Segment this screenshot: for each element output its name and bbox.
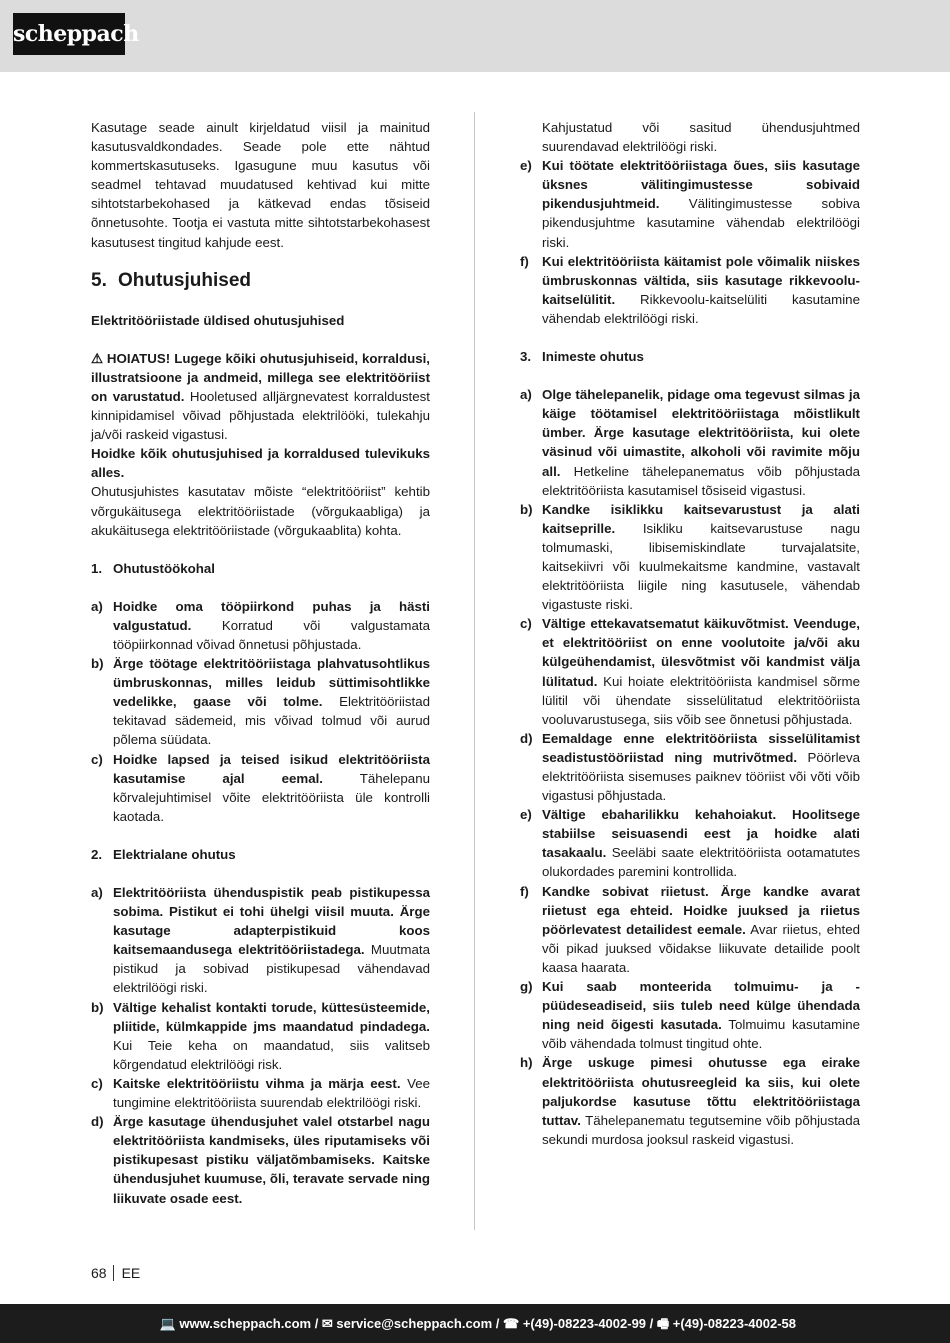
list-item-bold: Eemaldage enne elektritööriista sisselülitamist seadistustööriistad ning mutrivõtmed. bbox=[542, 730, 860, 765]
list-item-bold: Elektritööriista ühenduspistik peab pistikupessa sobima. Pistikut ei tohi ühelgi viisil muuta. Ärge kasutage adapterpistikuid koos kaitsemaandusega elektritööriistadega. bbox=[113, 885, 430, 958]
list-item-bold: Vältige ettekavatsematut käikuvõtmist. Veenduge, et elektritööriist on enne voolutoite ja/või aku külgeühendamist, ülesvõtmist või kandmist välja lülitatud. bbox=[542, 616, 860, 689]
list-item bbox=[520, 156, 860, 251]
list-item-bold: Kaitske elektritööriistu vihma ja märja eest. bbox=[113, 1075, 401, 1091]
list-item-text bbox=[542, 614, 860, 729]
list-item-plain: Tolmuimu kasutamine võib vähendada tolmust tingitud ohte. bbox=[542, 1017, 860, 1052]
list-item-letter: b) bbox=[91, 656, 104, 672]
list-item-letter: f) bbox=[520, 253, 529, 269]
list-item-letter: a) bbox=[91, 598, 103, 614]
list-item-text bbox=[113, 883, 430, 998]
list-item-plain: Välitingimustesse sobiva pikendusjuhtme kasutamine vähendab elektrilöögi riski. bbox=[542, 196, 860, 250]
section-1-heading bbox=[91, 559, 430, 578]
list-item-text bbox=[113, 1112, 430, 1207]
section-2-number: 2. bbox=[91, 846, 103, 862]
list-item-letter: c) bbox=[520, 616, 532, 632]
list-item bbox=[520, 500, 860, 615]
list-item-text bbox=[542, 882, 860, 977]
section-3-title: Inimeste ohutus bbox=[542, 349, 644, 365]
list-item-text bbox=[542, 805, 860, 881]
list-item-letter: e) bbox=[520, 807, 532, 823]
list-item-plain: Tähelepanu kõrvalejuhtimisel võite elektritööriista üle kontrolli kaotada. bbox=[113, 770, 430, 824]
contact-info: 💻 www.scheppach.com / ✉ service@scheppach.com / ☎ +(49)-08223-4002-99 / 🖷 +(49)-08223-4002-58 bbox=[159, 1316, 796, 1331]
list-item-bold: Hoidke oma tööpiirkond puhas ja hästi valgustatud. bbox=[113, 598, 430, 633]
list-item-text bbox=[113, 654, 430, 749]
section-title: Ohutusjuhised bbox=[118, 269, 251, 291]
warning-icon: ⚠ bbox=[91, 350, 103, 366]
list-item-text bbox=[113, 597, 430, 654]
list-item bbox=[520, 729, 860, 805]
warning-text: Hooletused alljärgnevatest korraldustest kinnipidamisel võivad põhjustada elektrilööki, tulekahju ja/või raskeid vigastusi. bbox=[91, 388, 430, 443]
list-item-plain: Elektritööriistad tekitavad sädemeid, mis võivad tolmud või aurud põlema süüdata. bbox=[113, 694, 430, 748]
list-item-plain: Tähelepanematu tegutsemine võib põhjustada sekundi murdosa jooksul raskeid vigastusi. bbox=[542, 1112, 860, 1147]
list-item-text bbox=[542, 385, 860, 500]
section-3-heading bbox=[520, 347, 860, 366]
list-item-bold: Ärge uskuge pimesi ohutusse ega eirake elektritööriista ohutusreegleid ka siis, kui olete paljukordse kasutuse tõttu elektritööriistaga tuttav. bbox=[542, 1055, 860, 1128]
list-item-bold: Kui saab monteerida tolmuimu- ja -püüdeseadiseid, siis tuleb need külge ühendada ning neid õigesti kasutada. bbox=[542, 979, 860, 1033]
warning-paragraph bbox=[91, 349, 430, 444]
list-item-text bbox=[542, 156, 860, 251]
section-2-list bbox=[91, 883, 430, 1208]
section-number: 5. bbox=[91, 269, 107, 291]
list-item-letter: f) bbox=[520, 883, 529, 899]
page-number: 68 bbox=[91, 1265, 107, 1281]
list-item-plain: Kui hoiate elektritööriista kandmisel sõrme lülitil või ühendate sisselülitatud elektritööriista vooluvarustusega, siis võib see õnnetusi põhjustada. bbox=[542, 673, 860, 727]
column-divider bbox=[474, 112, 475, 1230]
list-item bbox=[91, 1074, 430, 1112]
list-item bbox=[91, 654, 430, 749]
list-item-letter: a) bbox=[520, 387, 532, 403]
left-column bbox=[91, 118, 430, 1208]
section-2-heading bbox=[91, 845, 430, 864]
list-item-plain: Avar riietus, ehted või pikad juuksed võidakse liikuvate detailide poolt kaasa haarata. bbox=[542, 921, 860, 975]
list-item-plain: Isikliku kaitsevarustuse nagu tolmumaski, libisemiskindlate turvajalatsite, kaitsekiivri või kuulmekaitsme kandmine, vastavalt elektritööriista liigile ning kasutusele, vähendab vigastuste riski. bbox=[542, 520, 860, 613]
right-column bbox=[520, 118, 860, 1149]
section-2-list-continued bbox=[520, 156, 860, 328]
list-item-text bbox=[542, 500, 860, 615]
section-heading bbox=[91, 270, 430, 292]
list-item bbox=[520, 977, 860, 1053]
subtitle: Elektritööriistade üldised ohutusjuhised bbox=[91, 312, 345, 328]
list-item bbox=[91, 597, 430, 654]
language-code: EE bbox=[121, 1265, 141, 1281]
list-item-text bbox=[542, 1053, 860, 1148]
list-item bbox=[91, 1112, 430, 1207]
list-item-plain: Muutmata pistikud ja sobivad pistikupesad vähendavad elektrilöögi riski. bbox=[113, 942, 430, 996]
list-item-plain: Kui Teie keha on maandatud, siis valitseb kõrgendatud elektrilöögi risk. bbox=[113, 1037, 430, 1072]
list-item-bold: Hoidke lapsed ja teised isikud elektritööriista kasutamise ajal eemal. bbox=[113, 751, 430, 786]
list-item-letter: b) bbox=[520, 501, 533, 517]
continuation-text: Kahjustatud või sasitud ühendusjuhtmed suurendavad elektrilöögi riski. bbox=[542, 120, 860, 155]
list-item-plain: Vee tungimine elektritööriista suurendab elektrilöögi riski. bbox=[113, 1075, 430, 1111]
list-item-bold: Vältige ebaharilikku kehahoiakut. Hoolitsege stabiilse seisuasendi eest ja hoidke alati tasakaalu. bbox=[542, 807, 860, 861]
list-item bbox=[520, 252, 860, 328]
list-item-letter: c) bbox=[91, 1075, 103, 1091]
warning-bold: HOIATUS! Lugege kõiki ohutusjuhiseid, korraldusi, illustratsioone ja andmeid, millega see elektritööriist on varustatud. bbox=[91, 350, 430, 404]
list-item bbox=[91, 998, 430, 1074]
list-item-text bbox=[542, 252, 860, 328]
list-item-bold: Kandke isiklikku kaitsevarustust ja alati kaitseprille. bbox=[542, 501, 860, 536]
section-1-title: Ohutustöökohal bbox=[113, 560, 215, 576]
contact-bar bbox=[0, 1304, 950, 1343]
list-item bbox=[91, 750, 430, 826]
list-item-letter: d) bbox=[520, 730, 533, 746]
list-item-letter: a) bbox=[91, 885, 103, 900]
intro-paragraph: Kasutage seade ainult kirjeldatud viisil ja mainitud kasutusvaldkondades. Seade pole ette nähtud kommertskasutuseks. Igasugune muu kasutus või seadmel tehtavad muudatused kehtivad kui mitte sihtotstarbekohased ja kätkevad endas tõsiseid õnnetusohte. Tootja ei vastuta mitte sihtotstarbekohasest kasutusest tingitud kahjude eest. bbox=[91, 120, 430, 250]
list-item bbox=[520, 1053, 860, 1148]
brand-logo: scheppach bbox=[13, 13, 125, 55]
list-item-letter: e) bbox=[520, 158, 532, 174]
list-item-plain: Hetkeline tähelepanematus võib põhjustada elektritööriista kasutamisel tõsiseid vigastusi. bbox=[542, 463, 860, 498]
list-item bbox=[91, 883, 430, 998]
section-1-number: 1. bbox=[91, 560, 103, 576]
page-footer-number bbox=[91, 1265, 140, 1281]
list-item bbox=[520, 614, 860, 729]
list-item bbox=[520, 882, 860, 977]
list-item-text bbox=[113, 1074, 430, 1112]
list-item bbox=[520, 385, 860, 500]
page-header bbox=[0, 0, 950, 72]
list-item-bold: Ärge kasutage ühendusjuhet valel otstarbel nagu elektritööriista kandmiseks, üles riputamiseks või pistikupesast pistiku väljatõmbamiseks. Kaitske ühendusjuhet kuumuse, õli, teravate servade ning liikuvate osade eest. bbox=[113, 1114, 430, 1206]
list-item-bold: Vältige kehalist kontakti torude, küttesüsteemide, pliitide, külmkappide jms maandatud pindadega. bbox=[113, 999, 430, 1034]
section-3-number: 3. bbox=[520, 349, 532, 365]
list-item-bold: Kandke sobivat riietust. Ärge kandke avarat riietust ega ehteid. Hoidke juuksed ja riietus pöörlevatest detailidest eemale. bbox=[542, 883, 860, 937]
list-item-plain: Seeläbi saate elektritööriista ootamatutes olukordades paremini kontrollida. bbox=[542, 845, 860, 880]
section-2-title: Elektrialane ohutus bbox=[113, 846, 236, 862]
keep-instructions: Hoidke kõik ohutusjuhised ja korraldused tulevikuks alles. bbox=[91, 446, 430, 481]
list-item-letter: b) bbox=[91, 999, 104, 1015]
list-item-letter: d) bbox=[91, 1114, 104, 1130]
list-item-bold: Olge tähelepanelik, pidage oma tegevust silmas ja käige töötamisel elektritööriistaga mõistlikult ümber. Ärge kasutage elektritööriista, kui olete väsinud või uimastite, alkoholi või ravimite mõju all. bbox=[542, 387, 860, 479]
list-item-plain: Korratud või valgustamata tööpiirkonnad võivad õnnetusi põhjustada. bbox=[113, 617, 430, 652]
list-item bbox=[520, 805, 860, 881]
list-item-letter: c) bbox=[91, 751, 103, 767]
list-item-bold: Kui elektritööriista käitamist pole võimalik niiskes ümbruskonnas vältida, siis kasutage rikkevoolu-kaitselülitit. bbox=[542, 253, 860, 307]
list-item-letter: g) bbox=[520, 979, 533, 995]
list-item-text bbox=[113, 998, 430, 1074]
list-item-plain: Rikkevoolu-kaitselüliti kasutamine vähendab elektrilöögi riski. bbox=[542, 291, 860, 326]
list-item-bold: Ärge töötage elektritööriistaga plahvatusohtlikus ümbruskonnas, milles leidub süttimisohtlikke vedelikke, gaase või tolme. bbox=[113, 656, 430, 710]
list-item-text bbox=[542, 729, 860, 805]
list-item-plain: Pöörleva elektritööriista sisemuses paiknev tööriist või võti võib vigastusi põhjustada. bbox=[542, 749, 860, 804]
term-paragraph: Ohutusjuhistes kasutatav mõiste “elektritööriist” kehtib võrgukäitusega elektritööriistade (võrgukaabliga) ja akukäitusega elektritööriistade (võrgukaablita) kohta. bbox=[91, 484, 430, 538]
section-3-list bbox=[520, 385, 860, 1149]
section-1-list bbox=[91, 597, 430, 826]
list-item-text bbox=[542, 977, 860, 1053]
list-item-bold: Kui töötate elektritööriistaga õues, siis kasutage üksnes välitingimustesse sobivaid pikendusjuhtmeid. bbox=[542, 158, 860, 212]
list-item-text bbox=[113, 750, 430, 826]
list-item-letter: h) bbox=[520, 1055, 533, 1071]
